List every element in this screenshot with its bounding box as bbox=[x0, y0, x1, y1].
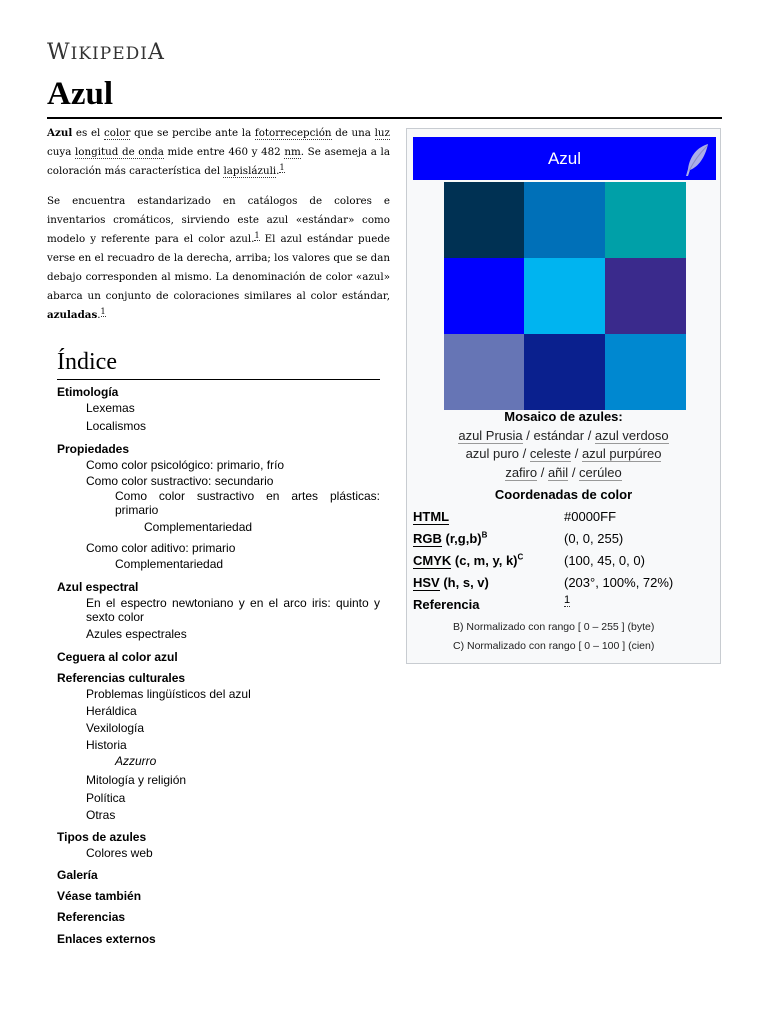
intro-paragraph-2: Se encuentra estandarizado en catálogos de colores e inventarios cromáticos, sirviendo este azul «estándar» como modelo y referente para el color azul.$^1$ El azul estándar puede verse en el recuadro de la derecha, arriba; los valores que se dan debajo corresponden al mismo. La denominación de color «azul» abarca un conjunto de coloraciones similares al color estándar, azuladas.$^1$ bbox=[47, 195, 391, 321]
mosaic-shades-line-2: azul puro / celeste / azul purpúreo bbox=[465, 446, 662, 461]
row-html: HTML #0000FF bbox=[413, 509, 617, 524]
mosaic-swatch-3 bbox=[605, 182, 686, 258]
link-azul-verdoso[interactable]: azul verdoso bbox=[594, 428, 669, 443]
mosaic-swatch-4 bbox=[444, 258, 524, 334]
toc-item-historia[interactable]: Historia bbox=[86, 738, 127, 752]
toc-heading: Índice bbox=[57, 345, 380, 380]
toc-item-color-sustractivo[interactable]: Como color sustractivo: secundario bbox=[86, 474, 274, 488]
toc-item-azules-espectrales[interactable]: Azules espectrales bbox=[86, 627, 187, 641]
note-b: B) Normalizado con rango [ 0 – 255 ] (byte) bbox=[453, 621, 655, 633]
toc-item-ceguera[interactable]: Ceguera al color azul bbox=[57, 650, 178, 664]
toc-item-espectro-newtoniano[interactable]: En el espectro newtoniano y en el arco iris: quinto y sexto color bbox=[86, 596, 380, 624]
toc-item-propiedades[interactable]: Propiedades bbox=[57, 442, 130, 456]
reference-link[interactable]: 1 bbox=[100, 306, 106, 316]
note-c: C) Normalizado con rango [ 0 – 100 ] (cien) bbox=[453, 640, 655, 652]
toc-item-azzurro[interactable]: Azzurro bbox=[115, 754, 157, 768]
toc-item-color-aditivo[interactable]: Como color aditivo: primario bbox=[86, 541, 236, 555]
toc-item-referencias[interactable]: Referencias bbox=[57, 910, 126, 924]
link-rgb[interactable]: RGB bbox=[413, 531, 442, 546]
mosaic-swatch-7 bbox=[444, 334, 524, 410]
link-ceruleo[interactable]: cerúleo bbox=[579, 465, 622, 480]
mosaic-swatch-8 bbox=[524, 334, 605, 410]
toc-item-colores-web[interactable]: Colores web bbox=[86, 846, 153, 860]
link-anil[interactable]: añil bbox=[547, 465, 569, 480]
wikipedia-wordmark[interactable]: WIKIPEDIA bbox=[47, 40, 165, 65]
link-html[interactable]: HTML bbox=[413, 509, 450, 524]
toc-item-enlaces-externos[interactable]: Enlaces externos bbox=[57, 932, 156, 946]
reference-link[interactable]: 1 bbox=[564, 594, 571, 606]
link-cmyk[interactable]: CMYK bbox=[413, 553, 452, 568]
intro-paragraph-1: Azul es el color que se percibe ante la fotorrecepción de una luz cuya longitud de onda mide entre 460 y 482 nm. Se asemeja a la coloración más característica del lapislázuli.$^1$ bbox=[47, 127, 390, 177]
mosaic-swatch-2 bbox=[524, 182, 605, 258]
blue-mosaic bbox=[444, 182, 686, 410]
table-of-contents bbox=[57, 345, 387, 946]
toc-item-galeria[interactable]: Galería bbox=[57, 868, 98, 882]
mosaic-swatch-5 bbox=[524, 258, 605, 334]
link-longitud-de-onda[interactable]: longitud de onda bbox=[74, 146, 164, 158]
toc-item-mitologia[interactable]: Mitología y religión bbox=[86, 773, 187, 787]
toc-item-tipos-de-azules[interactable]: Tipos de azules bbox=[57, 830, 147, 844]
toc-item-localismos[interactable]: Localismos bbox=[86, 419, 147, 433]
toc-item-complementariedad-2[interactable]: Complementariedad bbox=[115, 557, 224, 571]
toc-item-lexemas[interactable]: Lexemas bbox=[86, 401, 135, 415]
reference-link[interactable]: 1 bbox=[279, 162, 285, 172]
toc-item-etimologia[interactable]: Etimología bbox=[57, 385, 119, 399]
toc-item-referencias-culturales[interactable]: Referencias culturales bbox=[57, 671, 186, 685]
link-nm[interactable]: nm bbox=[284, 146, 301, 158]
feather-quill-icon bbox=[684, 143, 710, 177]
link-zafiro[interactable]: zafiro bbox=[505, 465, 538, 480]
link-fotorrecepcion[interactable]: fotorrecepción bbox=[254, 127, 332, 139]
link-color[interactable]: color bbox=[104, 127, 131, 139]
page-title: Azul bbox=[47, 76, 113, 112]
title-divider bbox=[47, 117, 722, 119]
link-luz[interactable]: luz bbox=[374, 127, 390, 139]
mosaic-swatch-9 bbox=[605, 334, 686, 410]
toc-item-politica[interactable]: Política bbox=[86, 791, 126, 805]
reference-link[interactable]: 1 bbox=[254, 230, 260, 240]
note-ref-b[interactable]: B bbox=[481, 530, 488, 540]
link-celeste[interactable]: celeste bbox=[529, 446, 572, 461]
mosaic-swatch-1 bbox=[444, 182, 524, 258]
color-infobox bbox=[406, 128, 721, 664]
coords-title: Coordenadas de color bbox=[494, 487, 633, 502]
link-hsv[interactable]: HSV bbox=[413, 575, 440, 590]
toc-item-complementariedad[interactable]: Complementariedad bbox=[144, 520, 253, 534]
toc-item-vexilologia[interactable]: Vexilología bbox=[86, 721, 145, 735]
term-azul: Azul bbox=[47, 127, 73, 139]
row-hsv: HSV (h, s, v) (203°, 100%, 72%) bbox=[413, 575, 674, 590]
infobox-title: Azul bbox=[413, 137, 716, 180]
link-azul-purpureo[interactable]: azul purpúreo bbox=[581, 446, 662, 461]
row-referencia: Referencia 1 bbox=[413, 594, 571, 612]
article-intro bbox=[47, 124, 390, 336]
row-cmyk: CMYK (c, m, y, k)$^C$ (100, 45, 0, 0) bbox=[413, 552, 645, 568]
toc-item-color-psicologico[interactable]: Como color psicológico: primario, frío bbox=[86, 458, 285, 472]
mosaic-shades-line-1: azul Prusia / estándar / azul verdoso bbox=[458, 428, 669, 443]
row-rgb: RGB $(r,g,b)^B$ (0, 0, 255) bbox=[413, 530, 624, 546]
toc-item-problemas-linguisticos[interactable]: Problemas lingüísticos del azul bbox=[86, 687, 251, 701]
link-azul-prusia[interactable]: azul Prusia bbox=[458, 428, 523, 443]
term-azuladas: azuladas bbox=[47, 309, 98, 321]
note-ref-c[interactable]: C bbox=[517, 552, 524, 562]
mosaic-shades-line-3: zafiro / añil / cerúleo bbox=[505, 465, 622, 480]
mosaic-swatch-6 bbox=[605, 258, 686, 334]
toc-item-azul-espectral[interactable]: Azul espectral bbox=[57, 580, 139, 594]
mosaic-caption-title: Mosaico de azules: bbox=[504, 409, 623, 424]
toc-item-otras[interactable]: Otras bbox=[86, 808, 116, 822]
toc-item-heraldica[interactable]: Heráldica bbox=[86, 704, 137, 718]
toc-item-vease-tambien[interactable]: Véase también bbox=[57, 889, 142, 903]
toc-item-sustractivo-artes[interactable]: Como color sustractivo en artes plásticas: primario bbox=[115, 489, 380, 517]
link-lapislazuli[interactable]: lapislázuli bbox=[223, 165, 277, 177]
